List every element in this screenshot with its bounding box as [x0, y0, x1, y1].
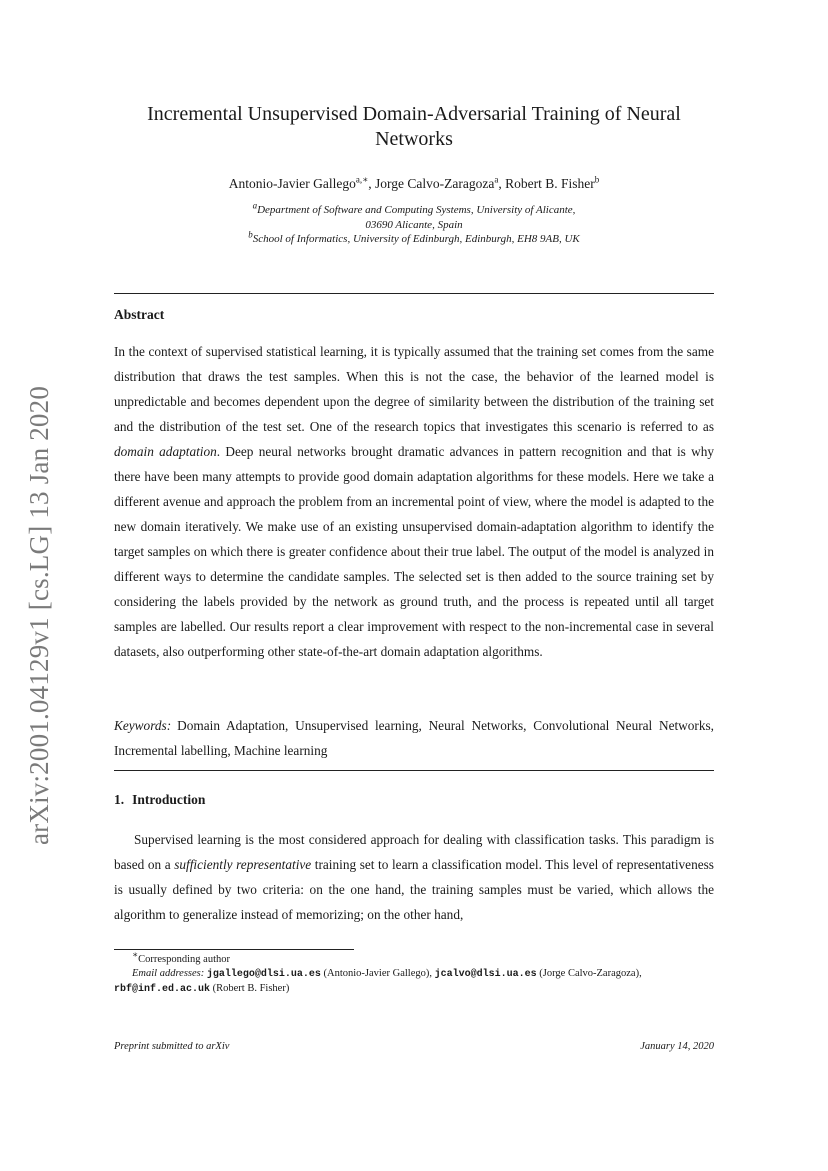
author-name: Robert B. Fisher	[505, 176, 595, 191]
abstract-bottom-rule	[114, 770, 714, 771]
email-address[interactable]: rbf@inf.ed.ac.uk	[114, 984, 211, 995]
author-affiliation-mark: a,∗	[355, 174, 369, 185]
keywords-label: Keywords:	[114, 718, 172, 733]
arxiv-identifier-stamp: arXiv:2001.04129v1 [cs.LG] 13 Jan 2020	[24, 385, 54, 845]
footnote-mark: ∗	[132, 949, 139, 960]
email-address[interactable]: jgallego@dlsi.ua.es	[206, 969, 321, 980]
paper-title: Incremental Unsupervised Domain-Adversarial Training of Neural Networks	[147, 103, 681, 150]
section-heading-introduction	[114, 792, 205, 808]
email-owner: (Antonio-Javier Gallego),	[323, 968, 432, 979]
intro-text-part: training set to learn a classification model. This level of representativeness is usually defined by two criteria: on the one hand, the training samples must be varied, which allows the algorithm to generalize instead of memorizing; on the other hand,	[114, 857, 714, 922]
affiliation-text: School of Informatics, University of Edinburgh, Edinburgh, EH8 9AB, UK	[252, 233, 580, 245]
keywords	[114, 713, 714, 763]
affiliations	[114, 200, 714, 247]
author-name: Antonio-Javier Gallego	[228, 176, 356, 191]
footer-preprint-note: Preprint submitted to arXiv	[114, 1041, 230, 1052]
author-affiliation-mark: b	[594, 174, 600, 185]
affiliation-mark: b	[248, 229, 253, 240]
email-owner: (Jorge Calvo-Zaragoza),	[539, 968, 642, 979]
footnote-rule	[114, 949, 354, 950]
footnotes	[114, 949, 714, 997]
keywords-text: Domain Adaptation, Unsupervised learning, Neural Networks, Convolutional Neural Networks, Incremental labelling, Machine learning	[114, 718, 714, 758]
email-address[interactable]: jcalvo@dlsi.ua.es	[434, 969, 537, 980]
intro-emphasis: sufficiently representative	[174, 857, 312, 872]
affiliation-a-continued: 03690 Alicante, Spain	[365, 218, 463, 231]
abstract-heading: Abstract	[114, 307, 165, 322]
email-owner: (Robert B. Fisher)	[212, 983, 290, 994]
page-footer	[114, 1041, 714, 1052]
section-number: 1.	[114, 792, 125, 807]
footer-date: January 14, 2020	[640, 1041, 714, 1052]
affiliation-a	[114, 200, 714, 218]
email-label: Email addresses:	[132, 968, 205, 979]
abstract-top-rule	[114, 293, 714, 294]
author-name: Jorge Calvo-Zaragoza	[375, 176, 495, 191]
section-title: Introduction	[132, 792, 206, 807]
author-affiliation-mark: a	[494, 174, 499, 185]
footnote-corresponding	[114, 949, 714, 967]
affiliation-mark: a	[252, 200, 258, 211]
footnote-text: Corresponding author	[138, 954, 230, 965]
affiliation-b	[114, 229, 714, 247]
abstract-text-part: . Deep neural networks brought dramatic advances in pattern recognition and that is why there have been many attempts to provide good domain adaptation algorithms for these models. Here we take a different avenue and approach the problem from an incremental point of view, where the model is adapted to the new domain iteratively. We make use of an existing unsupervised domain-adaptation algorithm to identify the target samples on which there is greater confidence about their true label. The output of the model is analyzed in different ways to determine the candidate samples. The selected set is then added to the source training set by considering the labels provided by the network as ground truth, and the process is repeated until all target samples are labelled. Our results report a clear improvement with respect to the non-incremental case in several datasets, also outperforming other state-of-the-art domain adaptation algorithms.	[114, 444, 715, 659]
author-list: Antonio-Javier Gallego$^{a,∗}$, Jorge Calvo-Zaragoza$^a$, Robert B. Fisher$^b$	[228, 174, 600, 191]
affiliation-text: Department of Software and Computing Systems, University of Alicante,	[257, 204, 576, 216]
footnote-emails	[114, 967, 714, 997]
abstract-emphasis: domain adaptation	[114, 444, 217, 459]
introduction-paragraph	[114, 827, 714, 927]
intro-text-part: Supervised learning is the most considered approach for dealing with classification tasks. This paradigm is based on a	[114, 832, 714, 872]
abstract-body	[114, 339, 714, 664]
abstract-text-part: In the context of supervised statistical learning, it is typically assumed that the training set comes from the same distribution that draws the test samples. When this is not the case, the behavior of the learned model is unpredictable and becomes dependent upon the degree of similarity between the distribution of the training set and the distribution of the test set. One of the research topics that investigates this scenario is referred to as	[114, 344, 714, 434]
